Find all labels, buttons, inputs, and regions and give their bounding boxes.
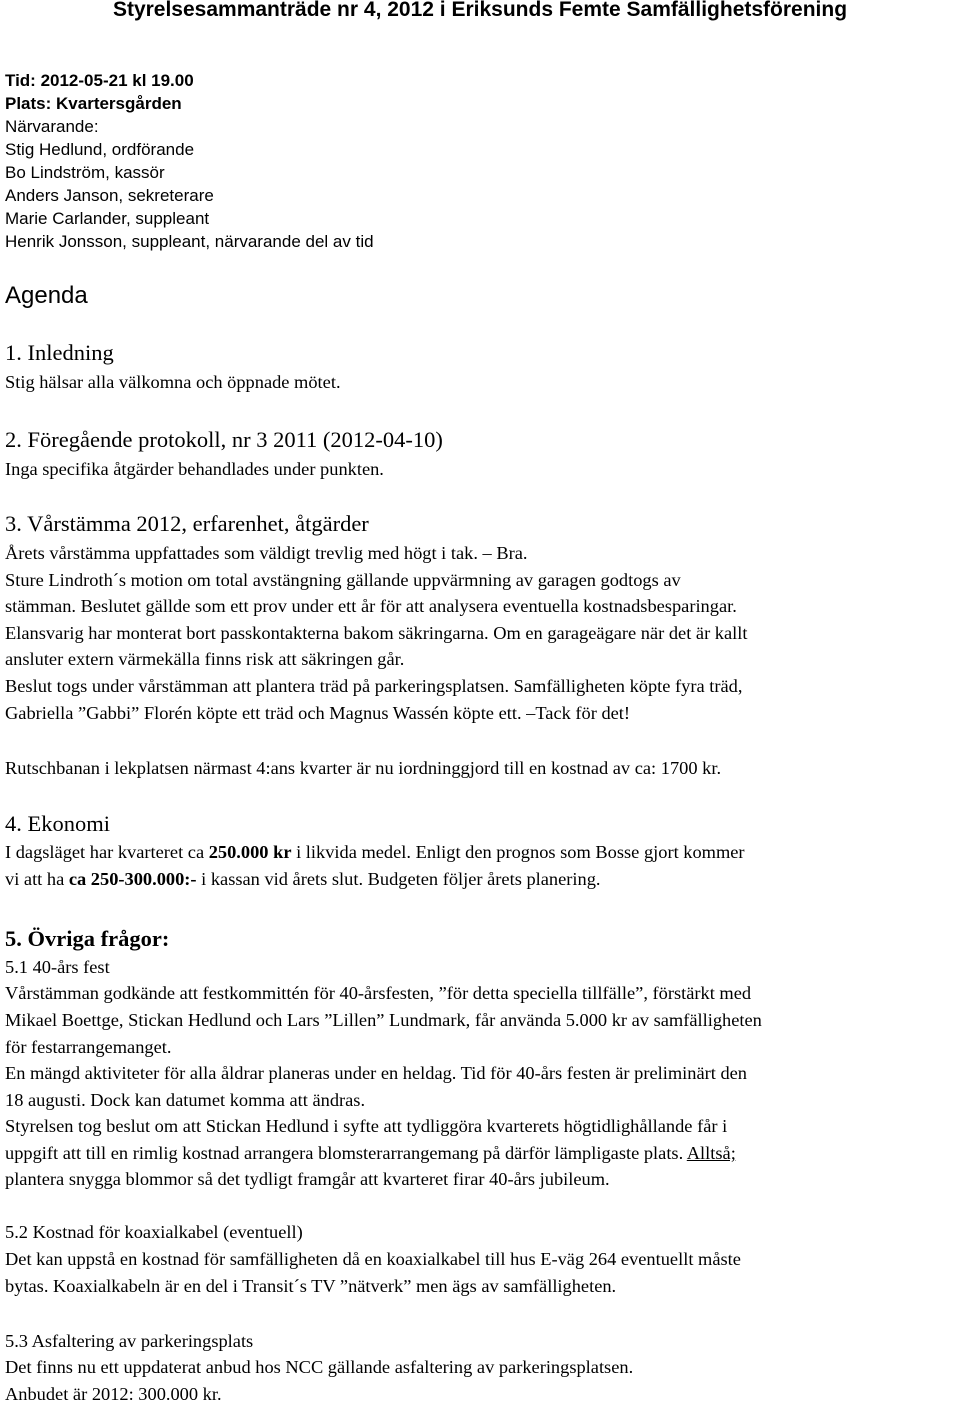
attendee: Anders Janson, sekreterare: [5, 186, 214, 205]
subsection-5-1-line: plantera snygga blommor så det tydligt framgår att kvarteret firar 40-års jubileum.: [5, 1169, 610, 1189]
subsection-5-1-line: 18 augusti. Dock kan datumet komma att ändras.: [5, 1090, 366, 1110]
subsection-5-3-title: 5.3 Asfaltering av parkeringsplats: [5, 1331, 254, 1351]
attendee: Bo Lindström, kassör: [5, 163, 165, 182]
section-3-extra: Rutschbanan i lekplatsen närmast 4:ans kvarter är nu iordninggjord till en kostnad av ca: 1700 kr.: [5, 758, 722, 778]
subsection-5-1-line: uppgift att till en rimlig kostnad arrangera blomsterarrangemang på därför lämpligaste plats. Alltså;: [5, 1143, 736, 1163]
subsection-5-2-title: 5.2 Kostnad för koaxialkabel (eventuell): [5, 1222, 303, 1242]
section-4-line: vi att ha ca 250-300.000:- i kassan vid årets slut. Budgeten följer årets planering.: [5, 869, 601, 889]
section-3-line: ansluter extern värmekälla finns risk att säkringen går.: [5, 649, 405, 669]
meeting-time: Tid: 2012-05-21 kl 19.00: [5, 71, 194, 90]
section-1-text: Stig hälsar alla välkomna och öppnade mötet.: [5, 372, 341, 392]
subsection-5-1-line: Mikael Boettge, Stickan Hedlund och Lars ”Lillen” Lundmark, får använda 5.000 kr av samfälligheten: [5, 1010, 762, 1030]
present-label: Närvarande:: [5, 117, 99, 136]
subsection-5-1-line: En mängd aktiviteter för alla åldrar planeras under en heldag. Tid för 40-års festen är preliminärt den: [5, 1063, 748, 1083]
subsection-5-1-line: Styrelsen tog beslut om att Stickan Hedlund i syfte att tydliggöra kvarterets högtidlighållande får i: [5, 1116, 728, 1136]
section-4-line: I dagsläget har kvarteret ca 250.000 kr i likvida medel. Enligt den prognos som Bosse gjort kommer: [5, 842, 745, 862]
document-title: Styrelsesammanträde nr 4, 2012 i Eriksunds Femte Samfällighetsförening: [112, 0, 848, 21]
subsection-5-1-line: för festarrangemanget.: [5, 1037, 172, 1057]
section-4-heading: 4. Ekonomi: [5, 811, 110, 836]
section-3-line: stämman. Beslutet gällde som ett prov under ett år för att analysera eventuella kostnadsbesparingar.: [5, 596, 737, 616]
agenda-title: Agenda: [5, 282, 88, 309]
meeting-place: Plats: Kvartersgården: [5, 94, 182, 113]
attendee: Henrik Jonsson, suppleant, närvarande del av tid: [5, 232, 374, 251]
alltsa-underlined: Alltså;: [686, 1143, 736, 1163]
subsection-5-1-title: 5.1 40-års fest: [5, 957, 110, 977]
section-3-line: Sture Lindroth´s motion om total avstängning gällande uppvärmning av garagen godtogs av: [5, 570, 681, 590]
section-3-line: Beslut togs under vårstämman att plantera träd på parkeringsplatsen. Samfälligheten köpte fyra träd,: [5, 676, 743, 696]
attendee: Marie Carlander, suppleant: [5, 209, 210, 228]
subsection-5-3-line: Anbudet är 2012: 300.000 kr.: [5, 1384, 222, 1404]
subsection-5-1-line: Vårstämman godkände att festkommittén för 40-årsfesten, ”för detta speciella tillfälle”, förstärkt med: [5, 983, 752, 1003]
section-5-heading: 5. Övriga frågor:: [5, 926, 170, 951]
subsection-5-2-line: Det kan uppstå en kostnad för samfälligheten då en koaxialkabel till hus E-väg 264 eventuellt måste: [5, 1249, 741, 1269]
subsection-5-2-line: bytas. Koaxialkabeln är en del i Transit´s TV ”nätverk” men ägs av samfälligheten.: [5, 1276, 617, 1296]
section-3-line: Elansvarig har monterat bort passkontakterna bakom säkringarna. Om en garageägare när det är kallt: [5, 623, 748, 643]
section-3-heading: 3. Vårstämma 2012, erfarenhet, åtgärder: [5, 511, 369, 536]
section-1-heading: 1. Inledning: [5, 340, 114, 365]
section-2-text: Inga specifika åtgärder behandlades under punkten.: [5, 459, 384, 479]
section-3-line: Årets vårstämma uppfattades som väldigt trevlig med högt i tak. – Bra.: [5, 543, 528, 563]
attendee: Stig Hedlund, ordförande: [5, 140, 195, 159]
section-2-heading: 2. Föregående protokoll, nr 3 2011 (2012-04-10): [5, 427, 443, 452]
section-3-line: Gabriella ”Gabbi” Florén köpte ett träd och Magnus Wassén köpte ett. –Tack för det!: [5, 703, 631, 723]
subsection-5-3-line: Det finns nu ett uppdaterat anbud hos NCC gällande asfaltering av parkeringsplatsen.: [5, 1357, 634, 1377]
